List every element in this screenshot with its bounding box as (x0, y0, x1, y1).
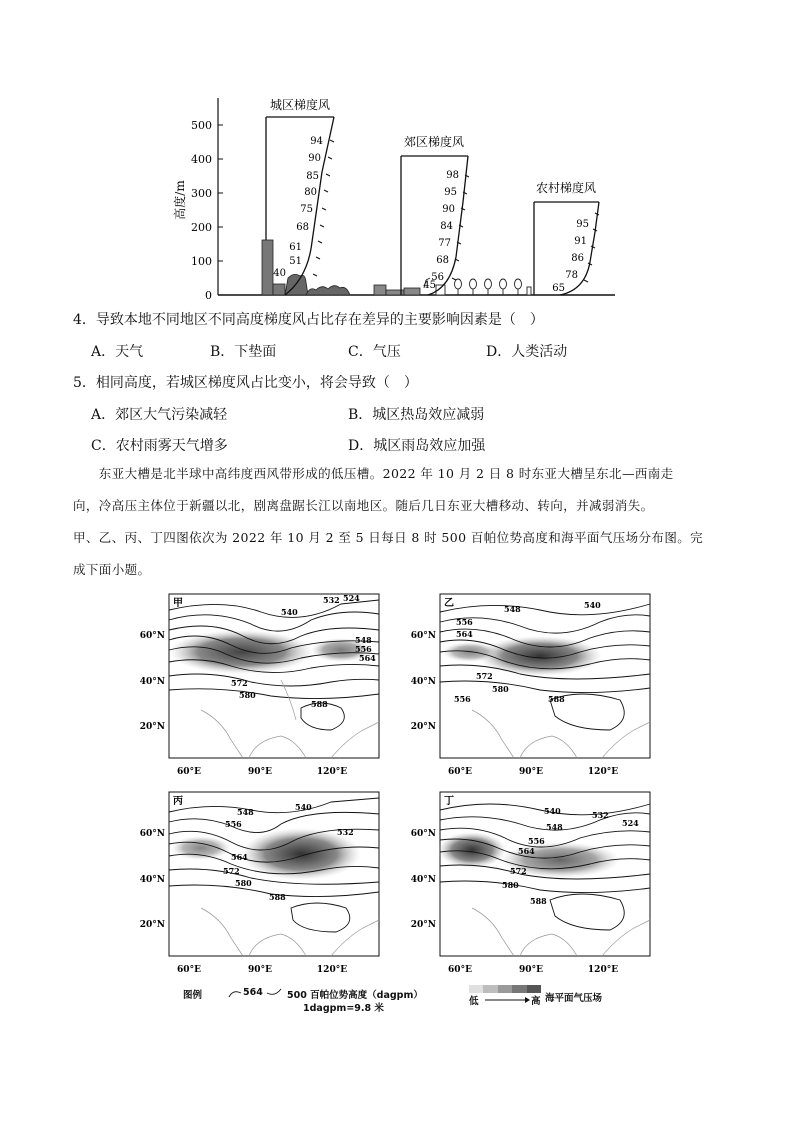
passage-line: 甲、乙、丙、丁四图依次为 2022 年 10 月 2 至 5 日每日 8 时 500 百帕位势高度和海平面气压场分布图。完 (73, 530, 704, 545)
passage-line: 东亚大槽是北半球中高纬度西风带形成的低压槽。2022 年 10 月 2 日 8 时东亚大槽呈东北—西南走 (73, 466, 674, 481)
lon-label: 120°E (316, 767, 348, 777)
urban-value: 80 (304, 187, 317, 198)
gradient-wind-chart (160, 92, 630, 304)
contour-label: 556 (355, 644, 372, 654)
lat-label: 40°N (410, 875, 436, 885)
y-tick: 0 (205, 289, 212, 302)
urban-value: 90 (308, 153, 321, 164)
lat-label: 60°N (410, 631, 436, 641)
contour-label: 548 (355, 635, 372, 645)
contour-label: 588 (530, 896, 547, 906)
contour-label: 540 (544, 806, 561, 816)
lon-label: 90°E (248, 767, 272, 777)
rural-title: 农村梯度风 (535, 181, 597, 195)
lat-label: 40°N (139, 875, 165, 885)
contour-label: 556 (225, 819, 242, 829)
contour-label: 572 (510, 866, 527, 876)
suburb-value: 45 (423, 280, 436, 291)
pressure-scale-bar (469, 985, 541, 993)
lat-label: 20°N (410, 722, 436, 732)
contour-label: 580 (502, 880, 519, 890)
urban-value: 94 (310, 136, 323, 147)
q4-option-c[interactable]: C．气压 (348, 344, 401, 360)
legend-contour-value: 564 (243, 987, 263, 998)
legend-high: 高 (531, 996, 541, 1007)
legend-unit-note: 1dagpm=9.8 米 (303, 1003, 384, 1014)
contour-label: 532 (592, 810, 609, 820)
urban-value: 75 (300, 204, 313, 215)
question-4-stem: 4．导致本地不同地区不同高度梯度风占比存在差异的主要影响因素是（ ） (73, 312, 544, 328)
map-legend (183, 985, 663, 1015)
lat-label: 60°N (139, 631, 165, 641)
lat-label: 60°N (410, 829, 436, 839)
lon-label: 60°E (448, 965, 472, 975)
suburb-title: 郊区梯度风 (403, 135, 465, 149)
lat-label: 20°N (410, 920, 436, 930)
y-tick: 400 (191, 153, 212, 166)
map-panel-bing (131, 788, 381, 978)
contour-label: 580 (492, 684, 509, 694)
contour-label: 556 (528, 836, 545, 846)
legend-label: 图例 (183, 990, 203, 1001)
passage-line: 向，冷高压主体位于新疆以北，剧离盘踞长江以南地区。随后几日东亚大槽移动、转向，并减弱消失。 (73, 498, 654, 513)
lon-label: 60°E (448, 767, 472, 777)
panel-tag: 丁 (444, 796, 454, 807)
lon-label: 120°E (587, 767, 619, 777)
rural-value: 78 (565, 270, 578, 281)
urban-value: 61 (289, 242, 302, 253)
lon-label: 60°E (177, 767, 201, 777)
map-panel-ding (400, 788, 652, 978)
suburb-value: 56 (431, 272, 444, 283)
contour-label: 572 (231, 678, 248, 688)
contour-label: 564 (456, 629, 473, 639)
contour-label: 524 (622, 818, 639, 828)
contour-label: 556 (456, 617, 473, 627)
lon-label: 90°E (248, 965, 272, 975)
q5-option-c[interactable]: C．农村雨雾天气增多 (91, 438, 228, 454)
panel-tag: 丙 (173, 796, 183, 807)
suburb-value: 77 (438, 238, 451, 249)
urban-value: 68 (296, 222, 309, 233)
passage-line: 成下面小题。 (73, 562, 151, 577)
q4-option-d[interactable]: D．人类活动 (486, 344, 568, 360)
urban-title: 城区梯度风 (269, 98, 331, 112)
rural-profile (534, 202, 599, 295)
lon-label: 60°E (177, 965, 201, 975)
y-axis-title: 高度/m (173, 180, 187, 220)
passage (73, 458, 733, 586)
contour-label: 572 (476, 671, 493, 681)
contour-label: 564 (231, 852, 248, 862)
lat-label: 20°N (139, 920, 165, 930)
suburb-value: 98 (446, 170, 459, 181)
lat-label: 20°N (139, 722, 165, 732)
suburb-value: 90 (442, 204, 455, 215)
contour-label: 540 (584, 600, 601, 610)
contour-label: 572 (223, 866, 240, 876)
urban-value: 40 (273, 268, 286, 279)
contour-label: 588 (548, 694, 565, 704)
q5-option-b[interactable]: B．城区热岛效应减弱 (348, 407, 485, 423)
lon-label: 120°E (587, 965, 619, 975)
contour-label: 540 (281, 607, 298, 617)
map-panel-yi (400, 590, 652, 780)
rural-value: 95 (576, 219, 589, 230)
suburb-value: 84 (440, 221, 453, 232)
lat-label: 40°N (139, 677, 165, 687)
urban-value: 85 (306, 171, 319, 182)
suburb-value: 95 (444, 187, 457, 198)
contour-label: 548 (546, 822, 563, 832)
lon-label: 120°E (316, 965, 348, 975)
lon-label: 90°E (519, 767, 543, 777)
contour-label: 564 (518, 846, 535, 856)
legend-low: 低 (469, 996, 479, 1007)
panel-tag: 乙 (444, 598, 454, 609)
contour-label: 548 (504, 604, 521, 614)
rural-trees (455, 279, 532, 295)
urban-value: 51 (289, 256, 302, 267)
lat-label: 40°N (410, 677, 436, 687)
contour-label: 556 (454, 694, 471, 704)
urban-tower (262, 240, 273, 295)
q5-option-d[interactable]: D．城区雨岛效应加强 (348, 438, 486, 454)
gradient-wind-svg (160, 92, 630, 304)
y-tick: 300 (191, 187, 212, 200)
contour-label: 580 (239, 690, 256, 700)
contour-label: 540 (295, 802, 312, 812)
question-5-stem: 5．相同高度，若城区梯度风占比变小，将会导致（ ） (73, 375, 418, 391)
map-panel-jia (131, 590, 381, 780)
lat-label: 60°N (139, 829, 165, 839)
rural-value: 86 (571, 253, 584, 264)
contour-label: 588 (269, 892, 286, 902)
contour-label: 548 (237, 807, 254, 817)
q4-option-a[interactable]: A．天气 (91, 344, 144, 360)
contour-label: 588 (311, 699, 328, 709)
suburb-value: 68 (436, 255, 449, 266)
contour-label: 532 (323, 595, 340, 605)
contour-label: 580 (235, 878, 252, 888)
panel-tag: 甲 (173, 598, 183, 609)
q5-option-a[interactable]: A．郊区大气污染减轻 (91, 407, 228, 423)
y-tick: 200 (191, 221, 212, 234)
contour-label: 524 (343, 593, 360, 603)
rural-value: 91 (574, 236, 587, 247)
legend-contour-text: 500 百帕位势高度（dagpm） (287, 990, 423, 1001)
rural-value: 65 (552, 283, 565, 294)
y-tick: 100 (191, 255, 212, 268)
contour-label: 532 (337, 827, 354, 837)
lon-label: 90°E (519, 965, 543, 975)
legend-pressure-text: 海平面气压场 (545, 993, 603, 1004)
q4-option-b[interactable]: B．下垫面 (210, 344, 277, 360)
contour-label: 564 (359, 653, 376, 663)
y-tick: 500 (191, 119, 212, 132)
